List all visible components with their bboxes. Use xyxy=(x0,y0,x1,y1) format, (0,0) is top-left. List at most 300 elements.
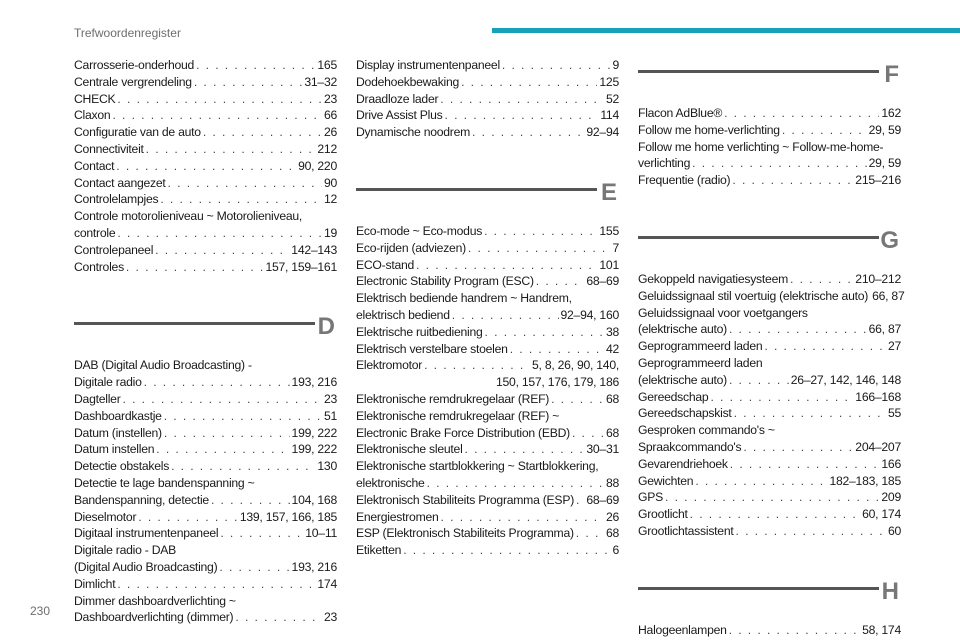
index-entry-line xyxy=(74,492,337,509)
entry-page-ref: 204–207 xyxy=(855,439,901,454)
index-entry-line xyxy=(638,473,901,490)
index-entry xyxy=(356,290,619,324)
index-entry-line xyxy=(638,155,901,172)
dot-leader xyxy=(724,105,879,122)
index-entry-line xyxy=(74,141,337,158)
index-section xyxy=(74,275,337,626)
index-entry xyxy=(356,458,619,492)
dot-leader xyxy=(441,509,604,526)
entry-term: Digitale radio - DAB xyxy=(74,543,177,558)
index-entry xyxy=(356,357,619,391)
entry-term: Controle motorolieniveau ~ Motorolieniveau, xyxy=(74,209,303,224)
entry-page-ref: 26–27, 142, 146, 148 xyxy=(790,372,901,387)
index-entry xyxy=(638,355,901,389)
index-entry-line xyxy=(356,124,619,141)
dot-leader xyxy=(729,622,860,639)
entry-page-ref: 114 xyxy=(600,108,619,123)
index-entry-line xyxy=(638,271,901,288)
index-entry-line xyxy=(638,405,901,422)
entry-page-ref: 210–212 xyxy=(855,271,901,286)
entry-page-ref: 193, 216 xyxy=(291,559,337,574)
entry-page-ref: 26 xyxy=(323,125,337,140)
index-entry-line xyxy=(74,259,337,276)
index-entry-line xyxy=(74,609,337,626)
index-entry xyxy=(638,506,901,523)
entry-page-ref: 142–143 xyxy=(291,242,337,257)
index-entry-line xyxy=(356,391,619,408)
dot-leader xyxy=(156,441,289,458)
entry-page-ref: 165 xyxy=(317,58,337,72)
dot-leader xyxy=(732,172,853,189)
entry-term: Elektronische startblokkering ~ Startblokkering, xyxy=(356,459,599,474)
entry-page-ref: 26 xyxy=(605,509,619,524)
entry-term: Gesproken commando's ~ xyxy=(638,423,775,438)
dot-leader xyxy=(117,576,315,593)
entry-page-ref: 68–69 xyxy=(586,492,619,507)
index-entry xyxy=(638,405,901,422)
index-entry xyxy=(74,242,337,259)
entry-page-ref: 9 xyxy=(612,58,619,72)
entry-term: Controles xyxy=(74,259,124,274)
entry-page-ref: 7 xyxy=(612,240,619,255)
entry-term: Digitale radio xyxy=(74,375,142,390)
index-entry xyxy=(638,338,901,355)
dot-leader xyxy=(452,307,559,324)
entry-page-ref: 68 xyxy=(605,526,619,541)
entry-page-ref: 29, 59 xyxy=(868,122,901,137)
entry-term: Grootlicht xyxy=(638,507,688,522)
index-entry-line xyxy=(638,321,901,338)
entry-page-ref: 12 xyxy=(323,192,337,207)
index-entry xyxy=(74,593,337,627)
index-entry-line xyxy=(356,341,619,358)
index-entry-line xyxy=(74,425,337,442)
entry-term: Controlepaneel xyxy=(74,242,154,257)
entry-term: Detectie te lage bandenspanning ~ xyxy=(74,475,255,490)
entry-page-ref: 38 xyxy=(605,324,619,339)
entry-page-ref: 68 xyxy=(605,425,619,440)
index-entry xyxy=(74,158,337,175)
entry-page-ref: 60, 174 xyxy=(862,507,901,522)
index-entry xyxy=(74,391,337,408)
section-letter: D xyxy=(317,313,335,341)
dot-leader xyxy=(510,341,604,358)
entry-term: Flacon AdBlue® xyxy=(638,106,723,120)
entry-page-ref: 166 xyxy=(881,456,901,471)
index-entry xyxy=(356,74,619,91)
entry-page-ref: 130 xyxy=(317,459,337,474)
dot-leader xyxy=(743,439,853,456)
index-entry-line xyxy=(74,408,337,425)
entry-term: Elektronische sleutel xyxy=(356,442,463,457)
dot-leader xyxy=(736,523,886,540)
index-entry-line xyxy=(356,475,619,492)
entry-term: elektronische xyxy=(356,475,425,490)
entry-term: Dodehoekbewaking xyxy=(356,74,460,89)
index-entry-line xyxy=(74,91,337,108)
entry-term: Gewichten xyxy=(638,473,694,488)
index-entry xyxy=(356,509,619,526)
index-entry xyxy=(356,492,619,509)
dot-leader xyxy=(203,124,322,141)
dot-leader xyxy=(461,74,597,91)
index-entry xyxy=(74,259,337,276)
entry-page-ref: 55 xyxy=(887,406,901,421)
entry-page-ref: 23 xyxy=(323,610,337,625)
entry-term: Gereedschap xyxy=(638,389,709,404)
entry-term: (Digital Audio Broadcasting) xyxy=(74,559,218,574)
entry-term: Elektrisch bediende handrem ~ Handrem, xyxy=(356,291,572,306)
dot-leader xyxy=(155,242,289,259)
entry-term: Halogeenlampen xyxy=(638,622,727,637)
index-entry xyxy=(74,208,337,242)
dot-leader xyxy=(472,124,584,141)
index-entry-line xyxy=(74,576,337,593)
entry-term: Centrale vergrendeling xyxy=(74,74,192,89)
index-entry xyxy=(356,257,619,274)
index-entry-line xyxy=(356,492,619,509)
entry-page-ref: 199, 222 xyxy=(291,425,337,440)
dot-leader xyxy=(734,405,886,422)
dot-leader xyxy=(695,473,827,490)
entry-term: Eco-rijden (adviezen) xyxy=(356,240,466,255)
entry-page-ref: 66, 87 xyxy=(868,322,901,337)
index-entry xyxy=(638,105,901,122)
entry-term: Dieselmotor xyxy=(74,509,137,524)
index-entry-line xyxy=(74,57,337,74)
dot-leader xyxy=(168,175,322,192)
entry-page-ref: 29, 59 xyxy=(868,156,901,171)
entry-term: (elektrische auto) xyxy=(638,322,727,337)
dot-leader xyxy=(235,609,322,626)
entry-page-ref: 23 xyxy=(323,391,337,406)
dot-leader xyxy=(576,525,604,542)
dot-leader xyxy=(164,425,290,442)
entry-term: DAB (Digital Audio Broadcasting) - xyxy=(74,358,252,373)
dot-leader xyxy=(690,506,860,523)
section-header xyxy=(356,175,619,223)
index-entry-line xyxy=(356,509,619,526)
index-entry-line xyxy=(356,57,619,74)
entry-page-ref: 162 xyxy=(881,106,901,120)
entry-term: Detectie obstakels xyxy=(74,459,170,474)
entry-page-ref: 68 xyxy=(605,391,619,406)
dot-leader xyxy=(219,559,289,576)
dot-leader xyxy=(138,509,238,526)
index-entry-line xyxy=(638,439,901,456)
entry-page-ref: 23 xyxy=(323,91,337,106)
index-entry-line xyxy=(74,509,337,526)
index-entry-line xyxy=(638,389,901,406)
dot-leader xyxy=(729,321,867,338)
dot-leader xyxy=(790,271,853,288)
section-letter: E xyxy=(600,178,617,206)
section-letter: G xyxy=(880,226,899,254)
index-entry xyxy=(356,223,619,240)
index-entry-line xyxy=(356,240,619,257)
index-entry-line xyxy=(638,122,901,139)
entry-term: Datum instellen xyxy=(74,442,155,457)
entry-term: Gereedschapskist xyxy=(638,406,732,421)
entry-term: Gevarendriehoek xyxy=(638,456,728,471)
entry-term: GPS xyxy=(638,490,663,505)
index-entry-line xyxy=(356,273,619,290)
index-entry-line xyxy=(356,307,619,324)
entry-term: Draadloze lader xyxy=(356,91,439,106)
index-entry xyxy=(356,441,619,458)
index-entry xyxy=(638,456,901,473)
entry-term: ECO-stand xyxy=(356,257,415,272)
entry-page-ref: 60 xyxy=(887,523,901,538)
entry-page-ref: 5, 8, 26, 90, 140, xyxy=(532,358,619,373)
dot-leader xyxy=(403,542,610,559)
entry-term: Grootlichtassistent xyxy=(638,523,734,538)
entry-term: Claxon xyxy=(74,108,111,123)
entry-term: Geluidssignaal voor voetgangers xyxy=(638,305,808,320)
entry-page-ref: 139, 157, 166, 185 xyxy=(239,509,337,524)
entry-page-ref: 88 xyxy=(605,475,619,490)
entry-term: elektrisch bediend xyxy=(356,307,450,322)
entry-term: Dynamische noodrem xyxy=(356,125,471,140)
index-entry-line xyxy=(356,324,619,341)
entry-page-ref: 209 xyxy=(881,490,901,505)
index-entry-line xyxy=(74,225,337,242)
section-header xyxy=(638,574,901,622)
entry-term: ESP (Elektronisch Stabiliteits Programma) xyxy=(356,526,574,541)
entry-term: Eco-mode ~ Eco-modus xyxy=(356,223,483,238)
index-entry-line xyxy=(638,523,901,540)
entry-page-ref: 51 xyxy=(323,408,337,423)
dot-leader xyxy=(536,273,585,290)
entry-page-ref: 68–69 xyxy=(586,274,619,289)
section-letter: F xyxy=(884,61,899,88)
entry-term: controle xyxy=(74,225,116,240)
entry-term: Elektronische remdrukregelaar (REF) xyxy=(356,391,550,406)
index-column-2 xyxy=(356,57,619,559)
entry-term: Dashboardkastje xyxy=(74,408,162,423)
entry-page-ref: 199, 222 xyxy=(291,442,337,457)
entry-page-ref: 215–216 xyxy=(855,173,901,188)
index-entry xyxy=(74,175,337,192)
dot-leader xyxy=(424,357,530,374)
index-entry xyxy=(74,458,337,475)
dot-leader xyxy=(782,122,867,139)
index-entry xyxy=(638,523,901,540)
index-entry-line xyxy=(74,391,337,408)
entry-term: Connectiviteit xyxy=(74,141,144,156)
index-entry-line xyxy=(74,525,337,542)
entry-term: Elektrisch verstelbare stoelen xyxy=(356,341,508,356)
section-rule xyxy=(356,188,597,191)
index-entry xyxy=(638,622,901,639)
dot-leader xyxy=(502,57,611,74)
index-entry xyxy=(74,141,337,158)
index-entry-line xyxy=(74,74,337,91)
dot-leader xyxy=(194,74,303,91)
entry-page-ref: 174 xyxy=(317,576,337,591)
index-entry xyxy=(356,324,619,341)
index-entry-line xyxy=(356,542,619,559)
index-entry xyxy=(356,107,619,124)
index-entry-line xyxy=(638,506,901,523)
section-letter: H xyxy=(881,577,899,605)
index-entry-line xyxy=(74,107,337,124)
entry-page-ref: 166–168 xyxy=(855,389,901,404)
section-spacer xyxy=(74,275,337,309)
entry-page-ref: 58, 174 xyxy=(862,622,901,637)
entry-page-ref: 182–183, 185 xyxy=(829,473,901,488)
index-section xyxy=(74,57,337,275)
index-entry-line xyxy=(74,374,337,391)
entry-term: Etiketten xyxy=(356,543,402,558)
entry-term: Follow me home verlichting ~ Follow-me-home- xyxy=(638,139,884,154)
index-entry-line xyxy=(356,91,619,108)
entry-page-ref: 66, 87 xyxy=(872,288,905,303)
dot-leader xyxy=(164,408,322,425)
dot-leader xyxy=(144,374,290,391)
index-entry xyxy=(74,509,337,526)
entry-page-ref: 52 xyxy=(605,91,619,106)
index-entry-line xyxy=(638,456,901,473)
page-number: 230 xyxy=(30,604,51,618)
index-entry xyxy=(74,425,337,442)
entry-term: Bandenspanning, detectie xyxy=(74,492,209,507)
section-header xyxy=(638,223,901,271)
entry-page-ref: 6 xyxy=(612,543,619,558)
index-entry xyxy=(638,139,901,173)
entry-term: Geluidssignaal stil voertuig (elektrische auto) xyxy=(638,288,869,303)
index-entry-line xyxy=(356,357,619,374)
index-entry xyxy=(638,271,901,288)
entry-term: Controlelampjes xyxy=(74,192,159,207)
dot-leader xyxy=(416,257,597,274)
entry-page-ref: 27 xyxy=(887,339,901,354)
entry-page-ref: 42 xyxy=(605,341,619,356)
dot-leader xyxy=(146,141,316,158)
index-entry-line xyxy=(74,175,337,192)
dot-leader xyxy=(171,458,315,475)
section-rule xyxy=(638,70,879,73)
index-entry-line xyxy=(356,223,619,240)
section-rule xyxy=(638,587,879,590)
index-entry xyxy=(356,240,619,257)
index-entry xyxy=(74,191,337,208)
entry-term: Elektronisch Stabiliteits Programma (ESP) xyxy=(356,492,575,507)
dot-leader xyxy=(123,391,322,408)
index-entry-line xyxy=(356,441,619,458)
entry-term: Energiestromen xyxy=(356,509,439,524)
index-column-3 xyxy=(638,57,905,639)
index-entry-line xyxy=(356,525,619,542)
index-entry xyxy=(356,273,619,290)
index-entry xyxy=(74,357,337,391)
entry-term: Drive Assist Plus xyxy=(356,108,443,123)
entry-term: Electronic Stability Program (ESC) xyxy=(356,274,534,289)
dot-leader xyxy=(729,372,789,389)
index-entry-line xyxy=(638,172,901,189)
index-entry xyxy=(74,475,337,509)
index-entry xyxy=(638,305,901,339)
index-section xyxy=(356,57,619,141)
entry-page-ref: 157, 159–161 xyxy=(265,259,337,274)
index-entry xyxy=(74,57,337,74)
dot-leader xyxy=(445,107,599,124)
index-section xyxy=(638,57,901,189)
entry-term: Elektronische remdrukregelaar (REF) ~ xyxy=(356,408,560,423)
index-entry-line xyxy=(74,441,337,458)
dot-leader xyxy=(116,158,296,175)
entry-page-ref: 193, 216 xyxy=(291,375,337,390)
entry-page-ref: 92–94, 160 xyxy=(560,307,619,322)
index-entry xyxy=(356,124,619,141)
entry-term: (elektrische auto) xyxy=(638,372,727,387)
entry-term: Gekoppeld navigatiesysteem xyxy=(638,271,788,286)
index-entry xyxy=(356,408,619,442)
dot-leader xyxy=(117,91,322,108)
index-entry xyxy=(74,542,337,576)
entry-page-ref: 212 xyxy=(317,141,337,156)
entry-term: Carrosserie-onderhoud xyxy=(74,58,195,72)
entry-term: Follow me home-verlichting xyxy=(638,122,780,137)
index-entry xyxy=(356,91,619,108)
index-entry xyxy=(74,91,337,108)
section-rule xyxy=(638,236,879,239)
index-entry-line xyxy=(638,288,905,305)
index-entry-line xyxy=(356,107,619,124)
index-entry xyxy=(74,525,337,542)
dot-leader xyxy=(551,391,604,408)
header-accent-bar xyxy=(492,28,960,33)
entry-term: Geprogrammeerd laden xyxy=(638,355,763,370)
entry-page-ref: 125 xyxy=(599,74,619,89)
running-header-title: Trefwoordenregister xyxy=(74,26,181,40)
index-entry xyxy=(356,542,619,559)
entry-term: Elektrische ruitbediening xyxy=(356,324,483,339)
dot-leader xyxy=(126,259,264,276)
index-entry xyxy=(356,341,619,358)
index-entry-line xyxy=(638,489,901,506)
index-entry-line xyxy=(638,338,901,355)
entry-page-ref: 30–31 xyxy=(586,442,619,457)
index-entry xyxy=(356,57,619,74)
section-spacer xyxy=(638,540,901,574)
dot-leader xyxy=(484,223,597,240)
entry-page-ref: 66 xyxy=(323,108,337,123)
index-entry-line xyxy=(74,559,337,576)
entry-term: Spraakcommando's xyxy=(638,439,742,454)
entry-term: Dashboardverlichting (dimmer) xyxy=(74,610,234,625)
dot-leader xyxy=(220,525,303,542)
entry-term: Dagteller xyxy=(74,391,121,406)
dot-leader xyxy=(665,489,879,506)
index-entry-line xyxy=(74,158,337,175)
index-entry xyxy=(638,172,901,189)
entry-term: Datum (instellen) xyxy=(74,425,162,440)
index-entry-line xyxy=(638,622,901,639)
dot-leader xyxy=(572,425,604,442)
section-rule xyxy=(74,322,315,325)
index-entry xyxy=(638,288,905,305)
entry-term: CHECK xyxy=(74,91,116,106)
dot-leader xyxy=(468,240,611,257)
index-section xyxy=(638,540,901,639)
entry-term: Contact xyxy=(74,158,115,173)
index-entry-line xyxy=(638,372,901,389)
index-entry xyxy=(74,408,337,425)
dot-leader xyxy=(196,57,315,74)
index-column-1 xyxy=(74,57,337,626)
index-entry xyxy=(74,441,337,458)
